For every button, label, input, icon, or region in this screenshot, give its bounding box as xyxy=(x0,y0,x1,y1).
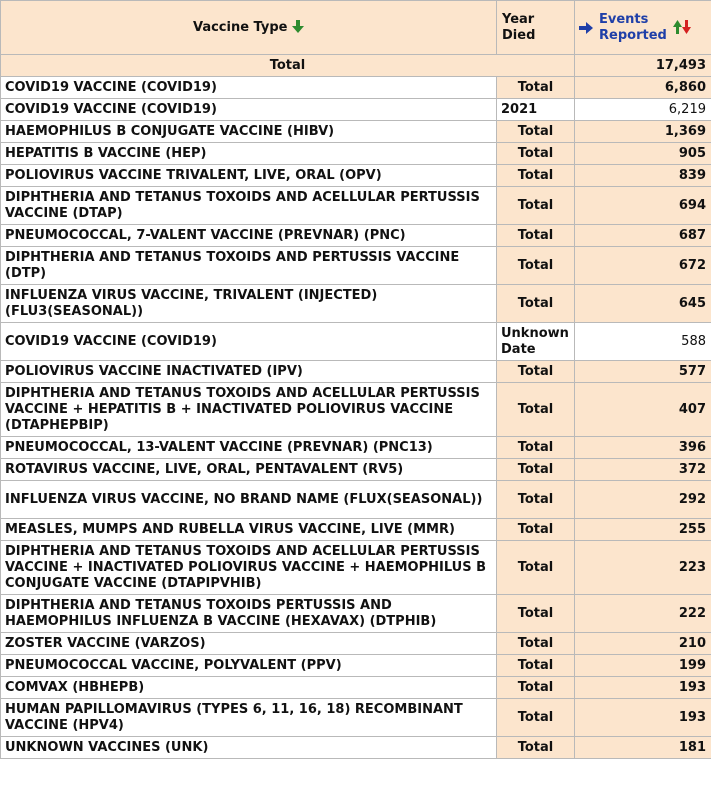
year-died: Total xyxy=(497,77,575,99)
vaccine-name: PNEUMOCOCCAL, 7-VALENT VACCINE (PREVNAR) (PNC) xyxy=(1,225,497,247)
year-died: Total xyxy=(497,187,575,225)
table-row xyxy=(1,323,711,361)
year-died: Total xyxy=(497,459,575,481)
vaccine-name: PNEUMOCOCCAL, 13-VALENT VACCINE (PREVNAR) (PNC13) xyxy=(1,437,497,459)
vaccine-name: HAEMOPHILUS B CONJUGATE VACCINE (HIBV) xyxy=(1,121,497,143)
grand-total-label: Total xyxy=(1,55,575,77)
year-died: Total xyxy=(497,737,575,759)
year-died-label-line2: Died xyxy=(502,27,536,43)
events-reported: 1,369 xyxy=(575,121,711,143)
sort-down-red-icon[interactable] xyxy=(682,20,691,34)
vaccine-name: DIPHTHERIA AND TETANUS TOXOIDS AND ACELLULAR PERTUSSIS VACCINE (DTAP) xyxy=(1,187,497,225)
vaccine-name: POLIOVIRUS VACCINE INACTIVATED (IPV) xyxy=(1,361,497,383)
year-died: Total xyxy=(497,285,575,323)
year-died: Total xyxy=(497,247,575,285)
table-row xyxy=(1,143,711,165)
table-row xyxy=(1,99,711,121)
vaccine-name: DIPHTHERIA AND TETANUS TOXOIDS AND PERTUSSIS VACCINE (DTP) xyxy=(1,247,497,285)
table-row xyxy=(1,121,711,143)
vaccine-name: INFLUENZA VIRUS VACCINE, TRIVALENT (INJECTED) (FLU3(SEASONAL)) xyxy=(1,285,497,323)
vaccine-type-label: Vaccine Type xyxy=(192,19,288,35)
year-died: Total xyxy=(497,383,575,437)
vaccine-name: ROTAVIRUS VACCINE, LIVE, ORAL, PENTAVALENT (RV5) xyxy=(1,459,497,481)
events-reported: 694 xyxy=(575,187,711,225)
year-died-label-line1: Year xyxy=(502,11,535,27)
sort-up-green-icon[interactable] xyxy=(673,20,682,34)
table-row xyxy=(1,77,711,99)
table-row xyxy=(1,361,711,383)
table-row xyxy=(1,459,711,481)
table-row xyxy=(1,655,711,677)
events-reported: 210 xyxy=(575,633,711,655)
vaccine-name: COMVAX (HBHEPB) xyxy=(1,677,497,699)
events-label-line2: Reported xyxy=(599,27,667,43)
table-row xyxy=(1,481,711,519)
expand-right-blue-icon[interactable] xyxy=(579,22,593,34)
year-died: Total xyxy=(497,699,575,737)
year-died: Total xyxy=(497,121,575,143)
table-row xyxy=(1,437,711,459)
year-died: Total xyxy=(497,655,575,677)
vaccine-name: ZOSTER VACCINE (VARZOS) xyxy=(1,633,497,655)
events-reported: 199 xyxy=(575,655,711,677)
vaccine-name: INFLUENZA VIRUS VACCINE, NO BRAND NAME (FLUX(SEASONAL)) xyxy=(1,481,497,519)
vaccine-name: HEPATITIS B VACCINE (HEP) xyxy=(1,143,497,165)
year-died: Total xyxy=(497,595,575,633)
table-row xyxy=(1,737,711,759)
table-row xyxy=(1,699,711,737)
year-died: Total xyxy=(497,519,575,541)
events-label-line1: Events xyxy=(599,11,649,27)
events-reported: 255 xyxy=(575,519,711,541)
vaccine-name: DIPHTHERIA AND TETANUS TOXOIDS PERTUSSIS AND HAEMOPHILUS INFLUENZA B VACCINE (HEXAVAX) (DTPHIB) xyxy=(1,595,497,633)
year-died: Total xyxy=(497,677,575,699)
vaccine-name: COVID19 VACCINE (COVID19) xyxy=(1,99,497,121)
vaccine-name: DIPHTHERIA AND TETANUS TOXOIDS AND ACELLULAR PERTUSSIS VACCINE + INACTIVATED POLIOVIRUS VACCINE + HAEMOPHILUS B CONJUGATE VACCINE (DTAPIPVHIB) xyxy=(1,541,497,595)
vaccine-name: COVID19 VACCINE (COVID19) xyxy=(1,77,497,99)
events-reported: 396 xyxy=(575,437,711,459)
events-reported: 687 xyxy=(575,225,711,247)
column-header-year-died xyxy=(497,1,575,55)
events-reported: 223 xyxy=(575,541,711,595)
vaccine-name: DIPHTHERIA AND TETANUS TOXOIDS AND ACELLULAR PERTUSSIS VACCINE + HEPATITIS B + INACTIVATED POLIOVIRUS VACCINE (DTAPHEPBIP) xyxy=(1,383,497,437)
year-died: Total xyxy=(497,541,575,595)
events-reported: 645 xyxy=(575,285,711,323)
vaccine-name: UNKNOWN VACCINES (UNK) xyxy=(1,737,497,759)
year-died: Unknown Date xyxy=(497,323,575,361)
table-row xyxy=(1,187,711,225)
events-reported: 372 xyxy=(575,459,711,481)
events-reported: 407 xyxy=(575,383,711,437)
year-died: Total xyxy=(497,225,575,247)
year-died: 2021 xyxy=(497,99,575,121)
column-header-events-reported xyxy=(575,1,711,55)
year-died: Total xyxy=(497,361,575,383)
header-row xyxy=(1,1,711,55)
year-died: Total xyxy=(497,481,575,519)
table-row xyxy=(1,383,711,437)
events-reported: 6,219 xyxy=(575,99,711,121)
vaccine-name: POLIOVIRUS VACCINE TRIVALENT, LIVE, ORAL (OPV) xyxy=(1,165,497,187)
table-row xyxy=(1,541,711,595)
table-row xyxy=(1,247,711,285)
grand-total-row xyxy=(1,55,711,77)
events-reported: 588 xyxy=(575,323,711,361)
table-row xyxy=(1,225,711,247)
sort-down-green-icon[interactable] xyxy=(292,20,304,34)
vaccine-name: HUMAN PAPILLOMAVIRUS (TYPES 6, 11, 16, 18) RECOMBINANT VACCINE (HPV4) xyxy=(1,699,497,737)
events-reported: 222 xyxy=(575,595,711,633)
events-reported: 6,860 xyxy=(575,77,711,99)
events-reported: 905 xyxy=(575,143,711,165)
table-row xyxy=(1,519,711,541)
grand-total-value: 17,493 xyxy=(575,55,711,77)
events-reported: 193 xyxy=(575,699,711,737)
year-died: Total xyxy=(497,437,575,459)
vaccine-name: COVID19 VACCINE (COVID19) xyxy=(1,323,497,361)
events-reported: 193 xyxy=(575,677,711,699)
events-reported: 292 xyxy=(575,481,711,519)
events-reported: 839 xyxy=(575,165,711,187)
year-died: Total xyxy=(497,633,575,655)
events-reported: 577 xyxy=(575,361,711,383)
events-reported: 672 xyxy=(575,247,711,285)
table-row xyxy=(1,165,711,187)
year-died: Total xyxy=(497,165,575,187)
column-header-vaccine-type[interactable] xyxy=(1,1,497,55)
year-died: Total xyxy=(497,143,575,165)
events-reported: 181 xyxy=(575,737,711,759)
table-row xyxy=(1,595,711,633)
vaccine-name: PNEUMOCOCCAL VACCINE, POLYVALENT (PPV) xyxy=(1,655,497,677)
table-row xyxy=(1,633,711,655)
table-row xyxy=(1,285,711,323)
table-row xyxy=(1,677,711,699)
vaccine-name: MEASLES, MUMPS AND RUBELLA VIRUS VACCINE, LIVE (MMR) xyxy=(1,519,497,541)
